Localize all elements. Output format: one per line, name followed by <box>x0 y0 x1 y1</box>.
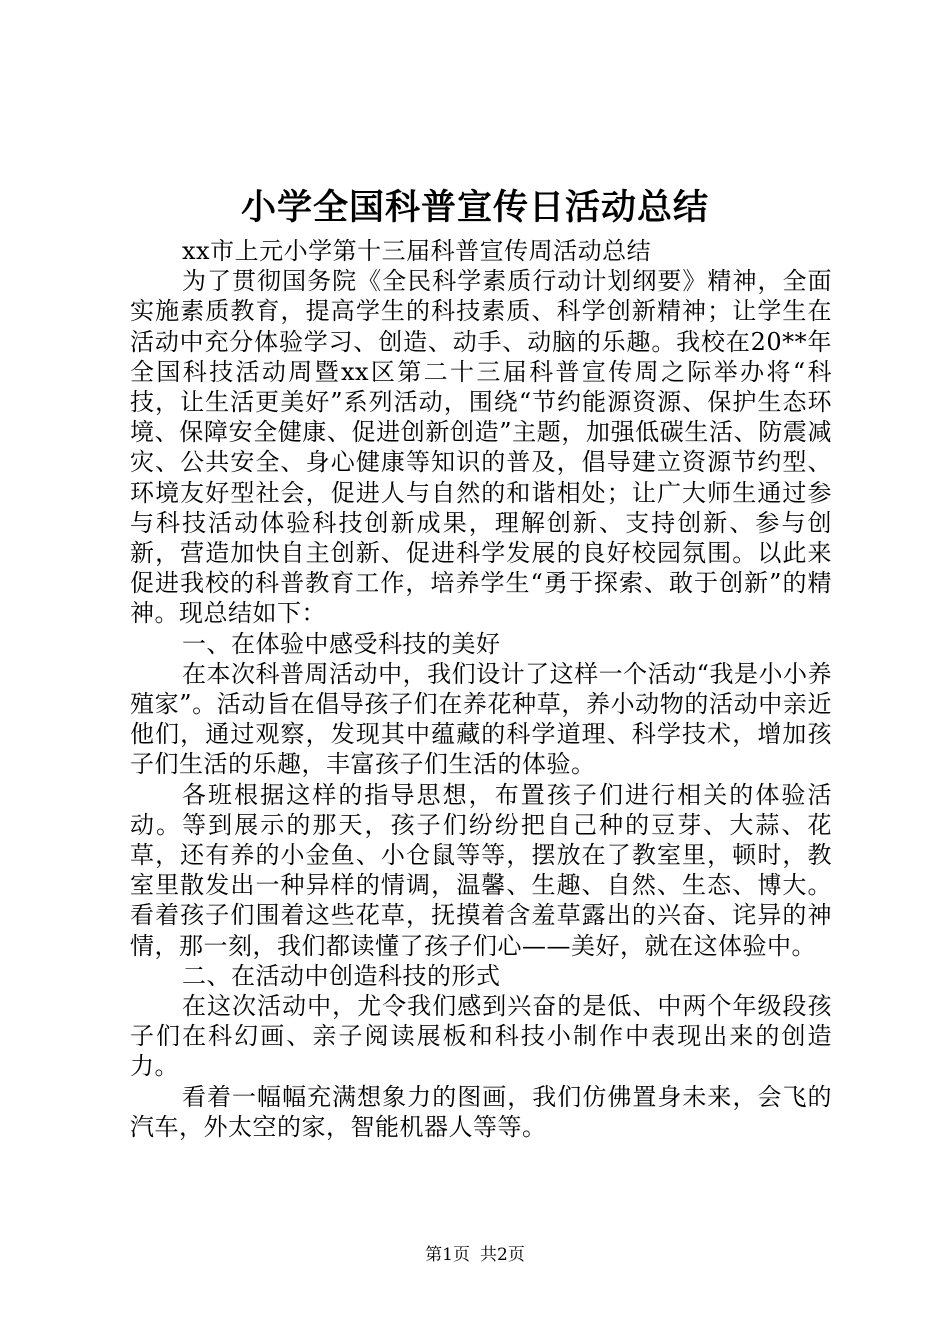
paragraph-subtitle: xx市上元小学第十三届科普宣传周活动总结 <box>182 237 652 265</box>
section-heading-1: 一、在体验中感受科技的美好 <box>182 629 501 658</box>
paragraph-section-2-b: 看着一幅幅充满想象力的图画，我们仿佛置身未来，会飞的汽车，外太空的家，智能机器人等等。 <box>130 1082 832 1141</box>
paragraph-section-1-a: 在本次科普周活动中，我们设计了这样一个活动“我是小小养殖家”。活动旨在倡导孩子们在养花种草，养小动物的活动中亲近他们，通过观察，发现其中蕴藏的科学道理、科学技术，增加孩子们生活的乐趣，丰富孩子们生活的体验。 <box>130 659 832 779</box>
paragraph-section-1-b: 各班根据这样的指导思想，布置孩子们进行相关的体验活动。等到展示的那天，孩子们纷纷把自己种的豆芽、大蒜、花草，还有养的小金鱼、小仓鼠等等，摆放在了教室里，顿时，教室里散发出一种异样的情调，温馨、生趣、自然、生态、博大。看着孩子们围着这些花草，抚摸着含羞草露出的兴奋、诧异的神情，那一刻，我们都读懂了孩子们心——美好，就在这体验中。 <box>130 780 832 960</box>
page-number-total: 共2页 <box>480 1245 525 1265</box>
page-footer <box>0 1244 950 1266</box>
page-number-current: 第1页 <box>425 1245 470 1265</box>
document-body <box>130 236 832 1142</box>
page-title: 小学全国科普宣传日活动总结 <box>240 187 709 228</box>
paragraph-section-2-a: 在这次活动中，尤令我们感到兴奋的是低、中两个年级段孩子们在科幻画、亲子阅读展板和科技小制作中表现出来的创造力。 <box>130 992 832 1081</box>
section-heading-2: 二、在活动中创造科技的形式 <box>182 961 501 990</box>
paragraph-intro: 为了贯彻国务院《全民科学素质行动计划纲要》精神，全面实施素质教育，提高学生的科技素质、科学创新精神；让学生在活动中充分体验学习、创造、动手、动脑的乐趣。我校在20**年全国科技活动周暨xx区第二十三届科普宣传周之际举办将“科技，让生活更美好”系列活动，围绕“节约能源资源、保护生态环境、保障安全健康、促进创新创造”主题，加强低碳生活、防震减灾、公共安全、身心健康等知识的普及，倡导建立资源节约型、环境友好型社会，促进人与自然的和谐相处；让广大师生通过参与科技活动体验科技创新成果，理解创新、支持创新、参与创新，营造加快自主创新、促进科学发展的良好校园氛围。以此来促进我校的科普教育工作，培养学生“勇于探索、敢于创新”的精神。现总结如下： <box>130 267 832 628</box>
